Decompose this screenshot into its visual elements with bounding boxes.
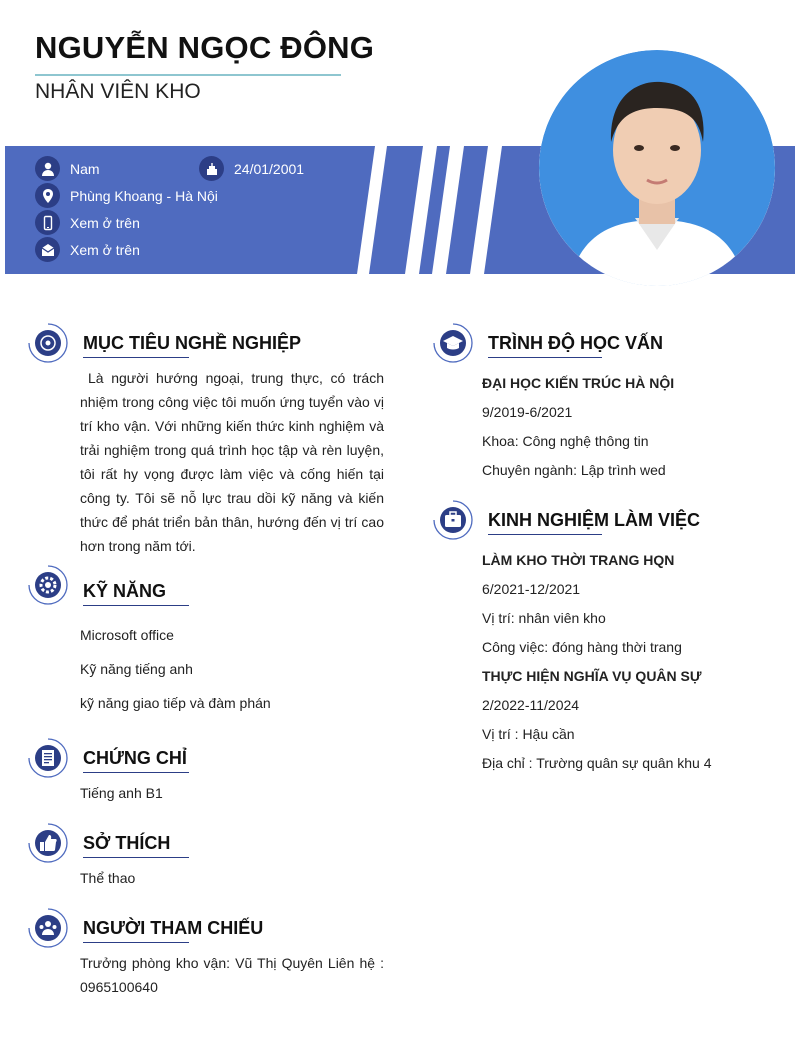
references-title-underline [83,942,189,943]
hobbies-title [83,833,170,856]
graduation-cap-icon [433,323,473,363]
skills-title [83,581,166,604]
email-text: Xem ở trên [70,241,140,258]
skill-item: Microsoft office [80,627,174,643]
gender-text: Nam [70,160,100,177]
reference-line-1: Trưởng phòng kho vận: Vũ Thị Quyên Liên hệ : [80,955,384,971]
name-underline [35,74,341,76]
job-title: NHÂN VIÊN KHO [35,80,201,103]
phone-text: Xem ở trên [70,214,140,231]
address-row [35,183,218,208]
education-faculty: Khoa: Công nghệ thông tin [482,433,649,449]
references-title [83,918,263,941]
address-text: Phùng Khoang - Hà Nội [70,187,218,204]
job-duty: Địa chỉ : Trường quân sự quân khu 4 [482,755,712,771]
briefcase-icon [433,500,473,540]
objective-title-text: MỤC TIÊU NGHỀ NGHIỆP [83,333,302,353]
certificates-title [83,748,187,771]
hobbies-title-text: SỞ THÍCH [83,833,171,853]
education-major: Chuyên ngành: Lập trình wed [482,462,666,478]
education-title [488,333,663,356]
education-title-text: TRÌNH ĐỘ HỌC VẤN [488,333,663,353]
phone-row [35,210,140,235]
thumbs-up-icon [28,823,68,863]
job-period: 2/2022-11/2024 [482,697,580,713]
dob-text: 24/01/2001 [234,160,305,177]
certificate-item: Tiếng anh B1 [80,785,163,801]
user-icon [35,156,60,181]
experience-title [488,510,700,533]
job-company: THỰC HIỆN NGHĨA VỤ QUÂN SỰ [482,668,702,684]
objective-title [83,333,301,356]
job-company: LÀM KHO THỜI TRANG HQN [482,552,675,568]
dob-row [199,156,304,181]
skill-item: kỹ năng giao tiếp và đàm phán [80,695,271,711]
location-icon [35,183,60,208]
hobbies-title-underline [83,857,189,858]
cake-icon [199,156,224,181]
experience-title-underline [488,534,602,535]
skills-title-text: KỸ NĂNG [83,581,167,601]
job-position: Vị trí : Hậu cần [482,726,575,742]
target-icon [28,323,68,363]
job-position: Vị trí: nhân viên kho [482,610,606,626]
education-period: 9/2019-6/2021 [482,404,573,420]
school-name: ĐẠI HỌC KIẾN TRÚC HÀ NỘI [482,375,675,391]
skill-item: Kỹ năng tiếng anh [80,661,193,677]
reference-line-2: 0965100640 [80,979,158,995]
certificates-title-text: CHỨNG CHỈ [83,748,187,768]
people-icon [28,908,68,948]
job-duty: Công việc: đóng hàng thời trang [482,639,682,655]
hobby-item: Thể thao [80,870,136,886]
education-title-underline [488,357,602,358]
gender-row [35,156,100,181]
job-period: 6/2021-12/2021 [482,581,581,597]
references-title-text: NGƯỜI THAM CHIẾU [83,918,264,938]
certificates-title-underline [83,772,189,773]
objective-text: Là người hướng ngoại, trung thực, có trách nhiệm trong công việc tôi muốn ứng tuyển vào vị trí kho vận. Với những kiến thức kinh nghiệm và trải nghiệm trong quá trình học tập và rèn luyện, tôi rất hy vọng được làm việc và cống hiến tại công ty. Tôi sẽ nỗ lực trau dồi kỹ năng và kiến thức để phát triển bản thân, hướng đến vị trí cao hơn trong năm tới. [80,370,384,554]
experience-title-text: KINH NGHIỆM LÀM VIỆC [488,510,701,530]
candidate-name: NGUYỄN NGỌC ĐÔNG [35,30,375,65]
certificate-icon [28,738,68,778]
profile-photo [539,50,775,286]
skills-title-underline [83,605,189,606]
phone-icon [35,210,60,235]
objective-title-underline [83,357,189,358]
mail-icon [35,237,60,262]
email-row [35,237,140,262]
gear-icon [28,565,68,605]
